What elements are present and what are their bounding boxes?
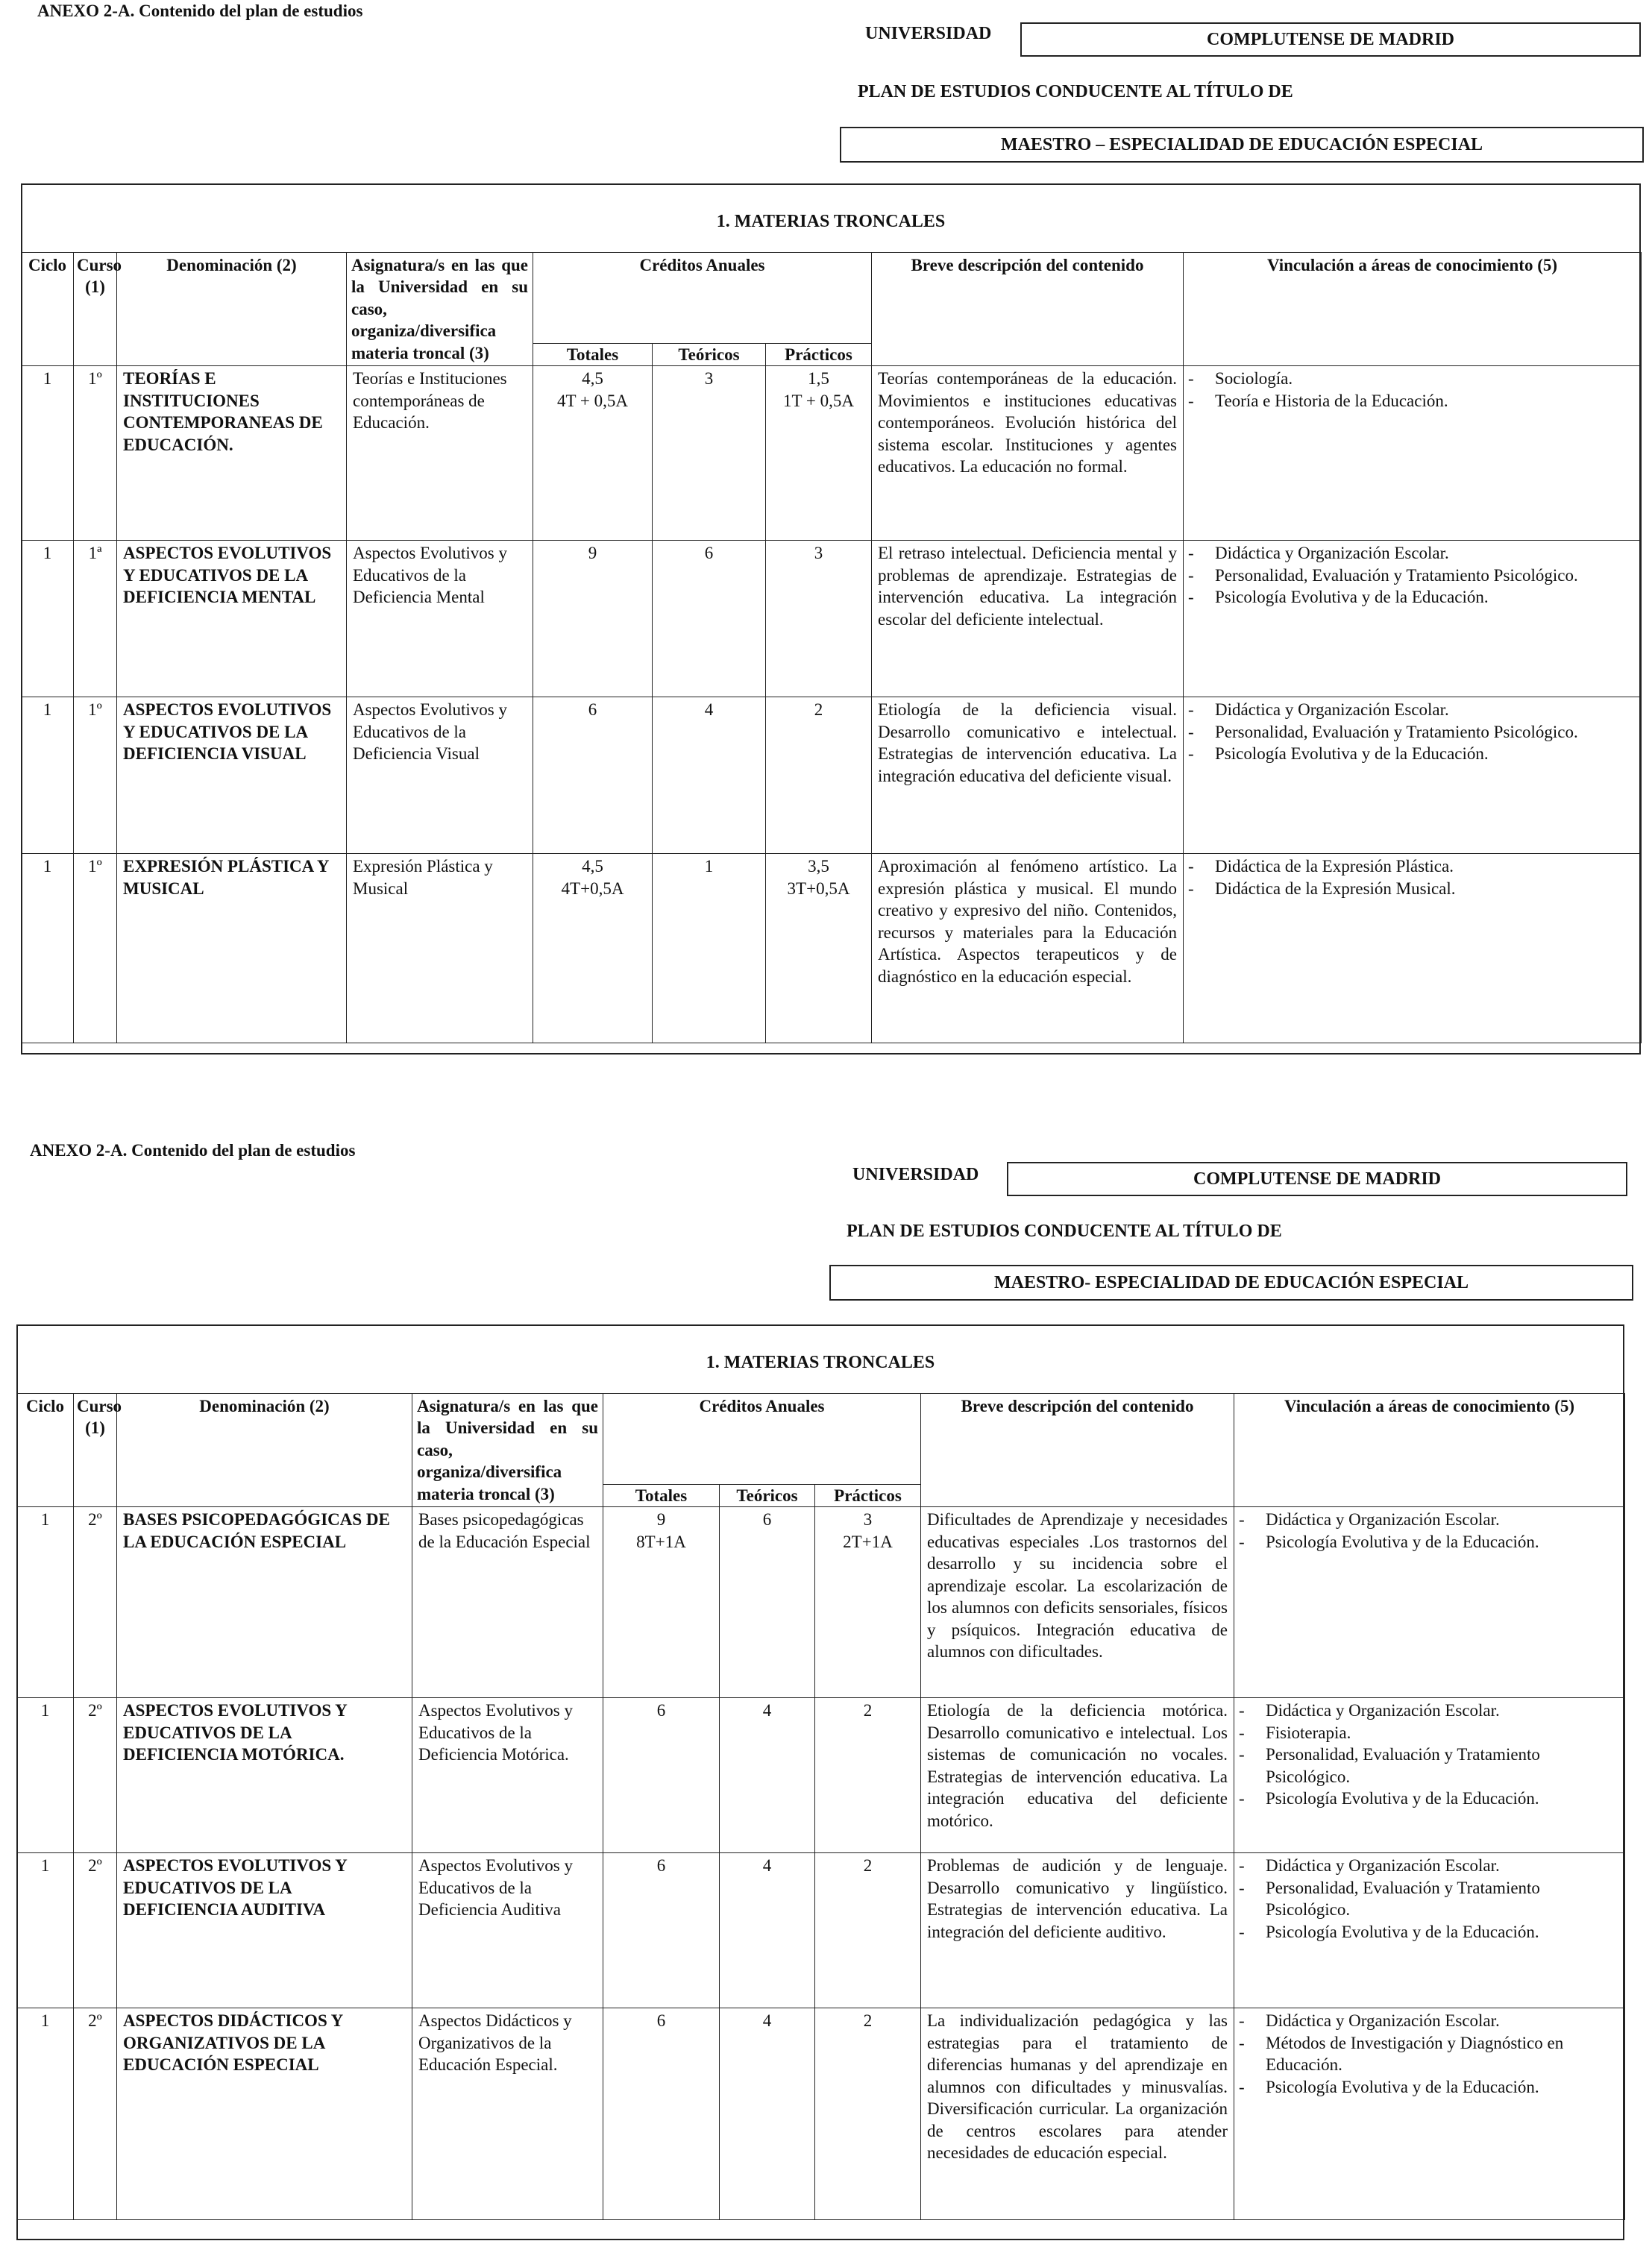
- cell-denominacion: ASPECTOS DIDÁCTICOS Y ORGANIZATIVOS DE LA EDUCACIÓN ESPECIAL: [117, 2008, 412, 2220]
- totales-detail: 4T + 0,5A: [557, 391, 628, 410]
- totales-value: 6: [588, 700, 597, 720]
- area-item: - Teoría e Historia de la Educación.: [1187, 390, 1636, 412]
- cell-asignatura: Aspectos Evolutivos y Educativos de la Deficiencia Visual: [347, 697, 533, 854]
- cell-teoricos: 4: [720, 1698, 815, 1853]
- practicos-value: 3,5: [808, 857, 829, 876]
- materias-table: [16, 1393, 1625, 2220]
- practicos-value: 3: [863, 1510, 873, 1530]
- cell-curso: 1º: [74, 697, 117, 854]
- cell-totales: [603, 1853, 720, 2008]
- header-asignatura: Asignatura/s en las que la Universidad en su caso, organiza/diversifica materia troncal (3): [347, 253, 533, 366]
- header-practicos: Prácticos: [766, 344, 872, 366]
- area-item: - Didáctica de la Expresión Musical.: [1187, 878, 1636, 899]
- practicos-detail: 3T+0,5A: [787, 879, 850, 898]
- totales-value: 4,5: [582, 857, 603, 876]
- degree-title-box: MAESTRO – ESPECIALIDAD DE EDUCACIÓN ESPECIAL: [840, 127, 1644, 163]
- area-item: - Didáctica de la Expresión Plástica.: [1187, 855, 1636, 877]
- cell-teoricos: 1: [653, 854, 766, 1043]
- areas-list: [1187, 542, 1636, 608]
- section-title: 1. MATERIAS TRONCALES: [706, 1353, 935, 1372]
- plan-page: [0, 1141, 1652, 2237]
- practicos-value: 2: [863, 1701, 873, 1720]
- cell-denominacion: ASPECTOS EVOLUTIVOS Y EDUCATIVOS DE LA DEFICIENCIA MENTAL: [117, 541, 347, 697]
- area-item: - Personalidad, Evaluación y Tratamiento Psicológico.: [1187, 565, 1636, 586]
- cell-ciclo: 1: [22, 854, 74, 1043]
- cell-descripcion: Problemas de audición y de lenguaje. Desarrollo comunicativo y lingüístico. Estrategias de intervención educativa. La integración del deficiente auditivo.: [921, 1853, 1234, 2008]
- cell-asignatura: Aspectos Evolutivos y Educativos de la Deficiencia Auditiva: [412, 1853, 603, 2008]
- practicos-detail: 2T+1A: [843, 1532, 893, 1551]
- table-row: [17, 1853, 1625, 2008]
- cell-denominacion: ASPECTOS EVOLUTIVOS Y EDUCATIVOS DE LA DEFICIENCIA AUDITIVA: [117, 1853, 412, 2008]
- table-row: [22, 366, 1642, 541]
- practicos-value: 2: [863, 2011, 873, 2031]
- area-item: - Fisioterapia.: [1237, 1722, 1620, 1744]
- practicos-detail: 1T + 0,5A: [783, 391, 854, 410]
- header-vinculacion: Vinculación a áreas de conocimiento (5): [1234, 1394, 1625, 1507]
- cell-practicos: [766, 854, 872, 1043]
- university-name-box: COMPLUTENSE DE MADRID: [1020, 22, 1641, 57]
- materias-table: [21, 252, 1642, 1043]
- areas-list: [1187, 855, 1636, 899]
- table-row: [17, 1698, 1625, 1853]
- cell-descripcion: El retraso intelectual. Deficiencia mental y problemas de aprendizaje. Estrategias de intervención educativa. La integración escolar del deficiente intelectual.: [872, 541, 1184, 697]
- practicos-value: 3: [814, 544, 823, 563]
- cell-vinculacion: [1184, 854, 1642, 1043]
- cell-totales: [533, 366, 653, 541]
- header-descripcion: Breve descripción del contenido: [921, 1394, 1234, 1507]
- practicos-value: 1,5: [808, 369, 829, 389]
- cell-vinculacion: [1234, 1853, 1625, 2008]
- cell-denominacion: BASES PSICOPEDAGÓGICAS DE LA EDUCACIÓN ESPECIAL: [117, 1507, 412, 1698]
- area-item: - Métodos de Investigación y Diagnóstico en Educación.: [1237, 2032, 1620, 2076]
- plan-title: PLAN DE ESTUDIOS CONDUCENTE AL TÍTULO DE: [847, 1222, 1282, 1241]
- practicos-value: 2: [863, 1856, 873, 1876]
- area-item: - Sociología.: [1187, 368, 1636, 389]
- table-row: [22, 697, 1642, 854]
- header-ciclo: Ciclo: [22, 253, 74, 366]
- totales-value: 6: [656, 1701, 666, 1720]
- area-item: - Didáctica y Organización Escolar.: [1187, 542, 1636, 564]
- header-descripcion: Breve descripción del contenido: [872, 253, 1184, 366]
- cell-curso: 1ª: [74, 541, 117, 697]
- cell-descripcion: Etiología de la deficiencia visual. Desarrollo comunicativo e intelectual. Estrategias de intervención educativa. La integración educativa del deficiente visual.: [872, 697, 1184, 854]
- header-denominacion: Denominación (2): [117, 253, 347, 366]
- area-item: - Psicología Evolutiva y de la Educación.: [1237, 1921, 1620, 1943]
- totales-value: 6: [656, 2011, 666, 2031]
- area-item: - Psicología Evolutiva y de la Educación.: [1237, 2076, 1620, 2098]
- header-vinculacion: Vinculación a áreas de conocimiento (5): [1184, 253, 1642, 366]
- practicos-value: 2: [814, 700, 823, 720]
- cell-asignatura: Teorías e Instituciones contemporáneas de Educación.: [347, 366, 533, 541]
- area-item: - Psicología Evolutiva y de la Educación.: [1187, 586, 1636, 608]
- table-row: [22, 854, 1642, 1043]
- cell-vinculacion: [1184, 541, 1642, 697]
- header-curso: Curso (1): [74, 253, 117, 366]
- cell-curso: 1º: [74, 854, 117, 1043]
- cell-denominacion: EXPRESIÓN PLÁSTICA Y MUSICAL: [117, 854, 347, 1043]
- cell-descripcion: Aproximación al fenómeno artístico. La expresión plástica y musical. El mundo creativo y expresivo del niño. Contenidos, recursos y materiales para la Educación Artística. Aspectos terapeuticos y de diagnóstico en la educación especial.: [872, 854, 1184, 1043]
- cell-descripcion: La individualización pedagógica y las estrategias para el tratamiento de diferencias humanas y del aprendizaje en alumnos con dificultades y minusvalías. Diversificación curricular. La organización de centros escolares para atender necesidades de educación especial.: [921, 2008, 1234, 2220]
- cell-practicos: [815, 1698, 921, 1853]
- degree-title-box: MAESTRO- ESPECIALIDAD DE EDUCACIÓN ESPECIAL: [829, 1265, 1633, 1301]
- cell-ciclo: 1: [22, 541, 74, 697]
- header-denominacion: Denominación (2): [117, 1394, 412, 1507]
- university-label: UNIVERSIDAD: [852, 1165, 979, 1184]
- cell-practicos: [766, 541, 872, 697]
- annex-heading: ANEXO 2-A. Contenido del plan de estudios: [30, 1141, 356, 1160]
- area-item: - Didáctica y Organización Escolar.: [1237, 1509, 1620, 1530]
- areas-list: [1237, 1700, 1620, 1809]
- area-item: - Didáctica y Organización Escolar.: [1237, 1855, 1620, 1876]
- cell-teoricos: 3: [653, 366, 766, 541]
- cell-ciclo: 1: [22, 366, 74, 541]
- header-creditos: Créditos Anuales: [603, 1394, 921, 1485]
- university-label: UNIVERSIDAD: [865, 24, 992, 43]
- cell-curso: 2º: [74, 1853, 117, 2008]
- totales-detail: 8T+1A: [636, 1532, 686, 1551]
- area-item: - Personalidad, Evaluación y Tratamiento Psicológico.: [1237, 1744, 1620, 1788]
- cell-descripcion: Teorías contemporáneas de la educación. Movimientos e instituciones educativas contemporáneos. Evolución histórica del sistema escolar. Instituciones y agentes educativos. La educación no formal.: [872, 366, 1184, 541]
- cell-curso: 2º: [74, 2008, 117, 2220]
- cell-vinculacion: [1184, 697, 1642, 854]
- area-item: - Personalidad, Evaluación y Tratamiento Psicológico.: [1187, 721, 1636, 743]
- header-teoricos: Teóricos: [720, 1485, 815, 1507]
- section-title: 1. MATERIAS TRONCALES: [716, 212, 946, 231]
- cell-asignatura: Aspectos Evolutivos y Educativos de la Deficiencia Motórica.: [412, 1698, 603, 1853]
- cell-vinculacion: [1234, 2008, 1625, 2220]
- cell-practicos: [766, 697, 872, 854]
- header-asignatura: Asignatura/s en las que la Universidad en su caso, organiza/diversifica materia troncal (3): [412, 1394, 603, 1507]
- cell-practicos: [815, 1507, 921, 1698]
- table-row: [22, 541, 1642, 697]
- cell-totales: [603, 1698, 720, 1853]
- cell-curso: 1º: [74, 366, 117, 541]
- header-curso: Curso (1): [74, 1394, 117, 1507]
- cell-teoricos: 4: [653, 697, 766, 854]
- cell-ciclo: 1: [22, 697, 74, 854]
- cell-totales: [533, 541, 653, 697]
- university-name-box: COMPLUTENSE DE MADRID: [1007, 1162, 1627, 1196]
- cell-asignatura: Bases psicopedagógicas de la Educación Especial: [412, 1507, 603, 1698]
- cell-practicos: [815, 2008, 921, 2220]
- totales-value: 9: [656, 1510, 666, 1530]
- cell-totales: [603, 2008, 720, 2220]
- areas-list: [1187, 699, 1636, 764]
- plan-page: [0, 0, 1652, 1096]
- totales-value: 4,5: [582, 369, 603, 389]
- cell-asignatura: Aspectos Didácticos y Organizativos de la Educación Especial.: [412, 2008, 603, 2220]
- cell-ciclo: 1: [17, 1853, 74, 2008]
- cell-ciclo: 1: [17, 1507, 74, 1698]
- area-item: - Psicología Evolutiva y de la Educación.: [1237, 1531, 1620, 1553]
- cell-denominacion: TEORÍAS E INSTITUCIONES CONTEMPORANEAS DE EDUCACIÓN.: [117, 366, 347, 541]
- cell-teoricos: 4: [720, 2008, 815, 2220]
- cell-teoricos: 4: [720, 1853, 815, 2008]
- cell-vinculacion: [1234, 1507, 1625, 1698]
- cell-ciclo: 1: [17, 1698, 74, 1853]
- cell-descripcion: Etiología de la deficiencia motórica. Desarrollo comunicativo e intelectual. Los sistemas de comunicación no vocales. Estrategias de intervención educativa. La integración educativa del deficiente motórico.: [921, 1698, 1234, 1853]
- area-item: - Didáctica y Organización Escolar.: [1237, 2010, 1620, 2031]
- cell-practicos: [766, 366, 872, 541]
- totales-detail: 4T+0,5A: [561, 879, 624, 898]
- header-totales: Totales: [603, 1485, 720, 1507]
- cell-teoricos: 6: [720, 1507, 815, 1698]
- area-item: - Didáctica y Organización Escolar.: [1237, 1700, 1620, 1721]
- cell-descripcion: Dificultades de Aprendizaje y necesidades educativas especiales .Los trastornos del desarrollo y su incidencia sobre el aprendizaje escolar. La escolarización de los alumnos con deficits sensoriales, físicos y psíquicos. Integración educativa de alumnos con dificultades.: [921, 1507, 1234, 1698]
- cell-practicos: [815, 1853, 921, 2008]
- areas-list: [1237, 1509, 1620, 1553]
- header-creditos: Créditos Anuales: [533, 253, 872, 344]
- area-item: - Didáctica y Organización Escolar.: [1187, 699, 1636, 720]
- area-item: - Psicología Evolutiva y de la Educación.: [1187, 743, 1636, 764]
- plan-title: PLAN DE ESTUDIOS CONDUCENTE AL TÍTULO DE: [858, 82, 1293, 101]
- areas-list: [1187, 368, 1636, 412]
- cell-vinculacion: [1234, 1698, 1625, 1853]
- cell-vinculacion: [1184, 366, 1642, 541]
- totales-value: 6: [656, 1856, 666, 1876]
- header-ciclo: Ciclo: [17, 1394, 74, 1507]
- areas-list: [1237, 1855, 1620, 1943]
- totales-value: 9: [588, 544, 597, 563]
- cell-asignatura: Aspectos Evolutivos y Educativos de la Deficiencia Mental: [347, 541, 533, 697]
- cell-denominacion: ASPECTOS EVOLUTIVOS Y EDUCATIVOS DE LA DEFICIENCIA VISUAL: [117, 697, 347, 854]
- table-row: [17, 1507, 1625, 1698]
- cell-totales: [533, 697, 653, 854]
- annex-heading: ANEXO 2-A. Contenido del plan de estudios: [37, 1, 363, 20]
- cell-curso: 2º: [74, 1507, 117, 1698]
- header-practicos: Prácticos: [815, 1485, 921, 1507]
- cell-denominacion: ASPECTOS EVOLUTIVOS Y EDUCATIVOS DE LA DEFICIENCIA MOTÓRICA.: [117, 1698, 412, 1853]
- cell-ciclo: 1: [17, 2008, 74, 2220]
- table-row: [17, 2008, 1625, 2220]
- cell-curso: 2º: [74, 1698, 117, 1853]
- cell-asignatura: Expresión Plástica y Musical: [347, 854, 533, 1043]
- header-teoricos: Teóricos: [653, 344, 766, 366]
- cell-teoricos: 6: [653, 541, 766, 697]
- area-item: - Personalidad, Evaluación y Tratamiento Psicológico.: [1237, 1877, 1620, 1921]
- area-item: - Psicología Evolutiva y de la Educación.: [1237, 1788, 1620, 1809]
- cell-totales: [533, 854, 653, 1043]
- cell-totales: [603, 1507, 720, 1698]
- header-totales: Totales: [533, 344, 653, 366]
- areas-list: [1237, 2010, 1620, 2098]
